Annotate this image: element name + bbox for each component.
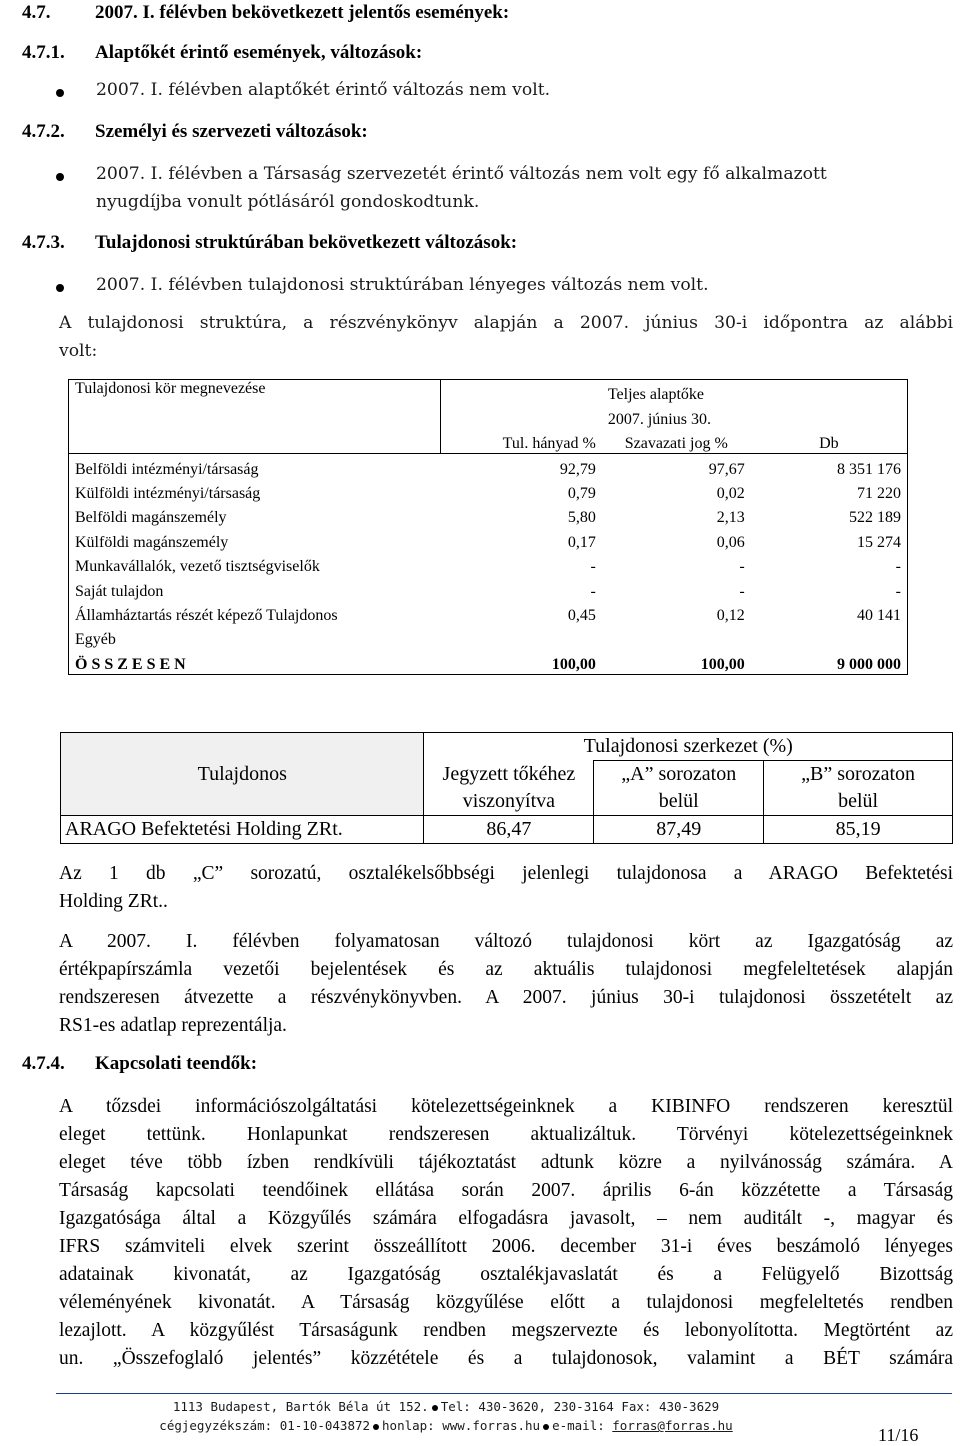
footer-email-link[interactable]: forras@forras.hu [612, 1418, 733, 1433]
owner-structure-table [60, 732, 953, 844]
series-a-header: „A” sorozaton belül [594, 761, 764, 816]
subsection-title-3: Tulajdonosi struktúrában bekövetkezett változások: [95, 232, 518, 253]
footer-website[interactable]: honlap: www.forras.hu [382, 1418, 541, 1433]
bullet-icon [56, 89, 64, 97]
relations-para-line: véleményének kivonatát. A Társaság közgyűlése előtt a tulajdonosi megfeleltetés rendben [59, 1292, 953, 1313]
relations-para-line: Igazgatósága által a Közgyűlés számára elfogadásra javasolt, – nem auditált -, magyar és [59, 1208, 953, 1229]
table-row: Munkavállalók, vezető tisztségviselők - - - [69, 552, 908, 576]
subsection-number-1: 4.7.1. [22, 42, 65, 63]
db-header: Db [751, 429, 908, 454]
relations-para-line: adatainak kivonatát, az Igazgatóság osztalékjavaslatát és a Felügyelő Bizottság [59, 1264, 953, 1285]
footer-address: 1113 Budapest, Bartók Béla út 152. [172, 1399, 429, 1414]
subsection-number-2: 4.7.2. [22, 121, 65, 142]
register-para-line: értékpapírszámla vezetői bejelentések és az aktuális tulajdonosi megfeleltetések alapján [59, 959, 953, 980]
subsection-number-3: 4.7.3. [22, 232, 65, 253]
subsection-heading-4 [22, 1053, 257, 1075]
series-c-para-line: Az 1 db „C” sorozatú, osztalékelsőbbségi jelenlegi tulajdonosa a ARAGO Befektetési [59, 863, 953, 884]
series-b-header: „B” sorozaton belül [764, 761, 953, 816]
structure-intro-line1: A tulajdonosi struktúra, a részvénykönyv alapján a 2007. június 30-i időpontra az alábbi [59, 313, 953, 333]
relations-para-line: un. „Összefoglaló jelentés” közzététele és a tulajdonosok, valamint a BÉT számára [59, 1348, 953, 1369]
bullet-text-3: 2007. I. félévben tulajdonosi struktúrában lényeges változás nem volt. [96, 275, 709, 295]
subsection-title-4: Kapcsolati teendők: [95, 1053, 258, 1074]
subsection-title-1: Alaptőkét érintő események, változások: [95, 42, 423, 63]
total-capital-header: Teljes alaptőke [602, 380, 751, 405]
footer-registry: cégjegyzékszám: 01-10-043872 [159, 1418, 371, 1433]
registered-capital-header: Jegyzett tőkéhez viszonyítva [424, 761, 594, 816]
table-row: Külföldi intézményi/társaság 0,79 0,02 71 220 [69, 479, 908, 503]
series-c-para-line: Holding ZRt.. [59, 891, 168, 912]
table-header-row [69, 380, 908, 405]
structure-group-header: Tulajdonosi szerkezet (%) [424, 733, 953, 761]
relations-para-line: eleget tettünk. Honlapunkat rendszeresen aktualizáltuk. Törvényi kötelezettségeinknek [59, 1124, 953, 1145]
table-header-row [69, 404, 908, 428]
relations-para-line: lezajlott. A közgyűlést Társaságunk rendben megszervezte és lebonyolította. Megtörtént az [59, 1320, 953, 1341]
register-para-line: RS1-es adatlap reprezentálja. [59, 1015, 287, 1036]
footer-contact-line [0, 1418, 892, 1433]
table-row: Saját tulajdon - - - [69, 576, 908, 600]
bullet-icon [432, 1405, 438, 1411]
owner-name-header: Tulajdonosi kör megnevezése [69, 380, 441, 405]
section-heading [22, 2, 509, 24]
subsection-title-2: Személyi és szervezeti változások: [95, 121, 368, 142]
table-row: Államháztartás részét képező Tulajdonos 0,45 0,12 40 141 [69, 601, 908, 625]
bullet-icon [56, 173, 64, 181]
bullet-text-2b: nyugdíjba vonult pótlásáról gondoskodtunk. [96, 192, 480, 212]
footer-phone: Tel: 430-3620, 230-3164 Fax: 430-3629 [440, 1399, 720, 1414]
bullet-text-2a: 2007. I. félévben a Társaság szervezetét érintő változás nem volt egy fő alkalmazott [96, 164, 827, 184]
footer-address-line [0, 1399, 892, 1414]
bullet-text-1: 2007. I. félévben alaptőkét érintő változás nem volt. [96, 80, 551, 100]
subsection-heading-1 [22, 42, 422, 64]
table-row: Belföldi magánszemély 5,80 2,13 522 189 [69, 503, 908, 527]
relations-para-line: eleget téve több ízben rendkívüli tájékoztatást adtunk közre a nyilvánosság számára. A [59, 1152, 953, 1173]
share-header: Tul. hányad % [440, 429, 602, 454]
register-para-line: A 2007. I. félévben folyamatosan változó tulajdonosi kört az Igazgatóság az [59, 931, 953, 952]
structure-intro-line2: volt: [59, 341, 98, 361]
ownership-table [68, 379, 908, 675]
subsection-heading-3 [22, 232, 517, 254]
table-total-row: Ö S S Z E S E N 100,00 100,00 9 000 000 [69, 649, 908, 674]
subsection-number-4: 4.7.4. [22, 1053, 65, 1074]
table-row: ARAGO Befektetési Holding ZRt. 86,47 87,49 85,19 [61, 816, 953, 844]
date-header: 2007. június 30. [607, 410, 711, 428]
relations-para-line: Társaság kapcsolati teendőinek ellátása során 2007. április 6-án közzétette a Társaság [59, 1180, 953, 1201]
table-row: Egyéb [69, 625, 908, 649]
bullet-icon [543, 1424, 549, 1430]
footer-email-label: e-mail: [552, 1418, 605, 1433]
subsection-heading-2 [22, 121, 368, 143]
section-number: 4.7. [22, 2, 51, 23]
table-row: Belföldi intézményi/társaság 92,79 97,67 8 351 176 [69, 454, 908, 479]
bullet-icon [373, 1424, 379, 1430]
bullet-icon [56, 284, 64, 292]
section-title: 2007. I. félévben bekövetkezett jelentős események: [95, 2, 510, 23]
page-number: 11/16 [878, 1425, 919, 1445]
register-para-line: rendszeresen átvezette a részvénykönyvben. A 2007. június 30-i tulajdonosi összetételt az [59, 987, 953, 1008]
table-row: Külföldi magánszemély 0,17 0,06 15 274 [69, 527, 908, 551]
vote-header: Szavazati jog % [602, 429, 751, 454]
relations-para-line: IFRS számviteli elvek szerint összeállított 2006. december 31-i éves beszámoló lényeges [59, 1236, 953, 1257]
footer-divider [56, 1393, 952, 1394]
owner-header: Tulajdonos [61, 733, 424, 816]
relations-para-line: A tőzsdei információszolgáltatási kötelezettségeinknek a KIBINFO rendszeren keresztül [59, 1096, 953, 1117]
table-header-row [69, 429, 908, 454]
